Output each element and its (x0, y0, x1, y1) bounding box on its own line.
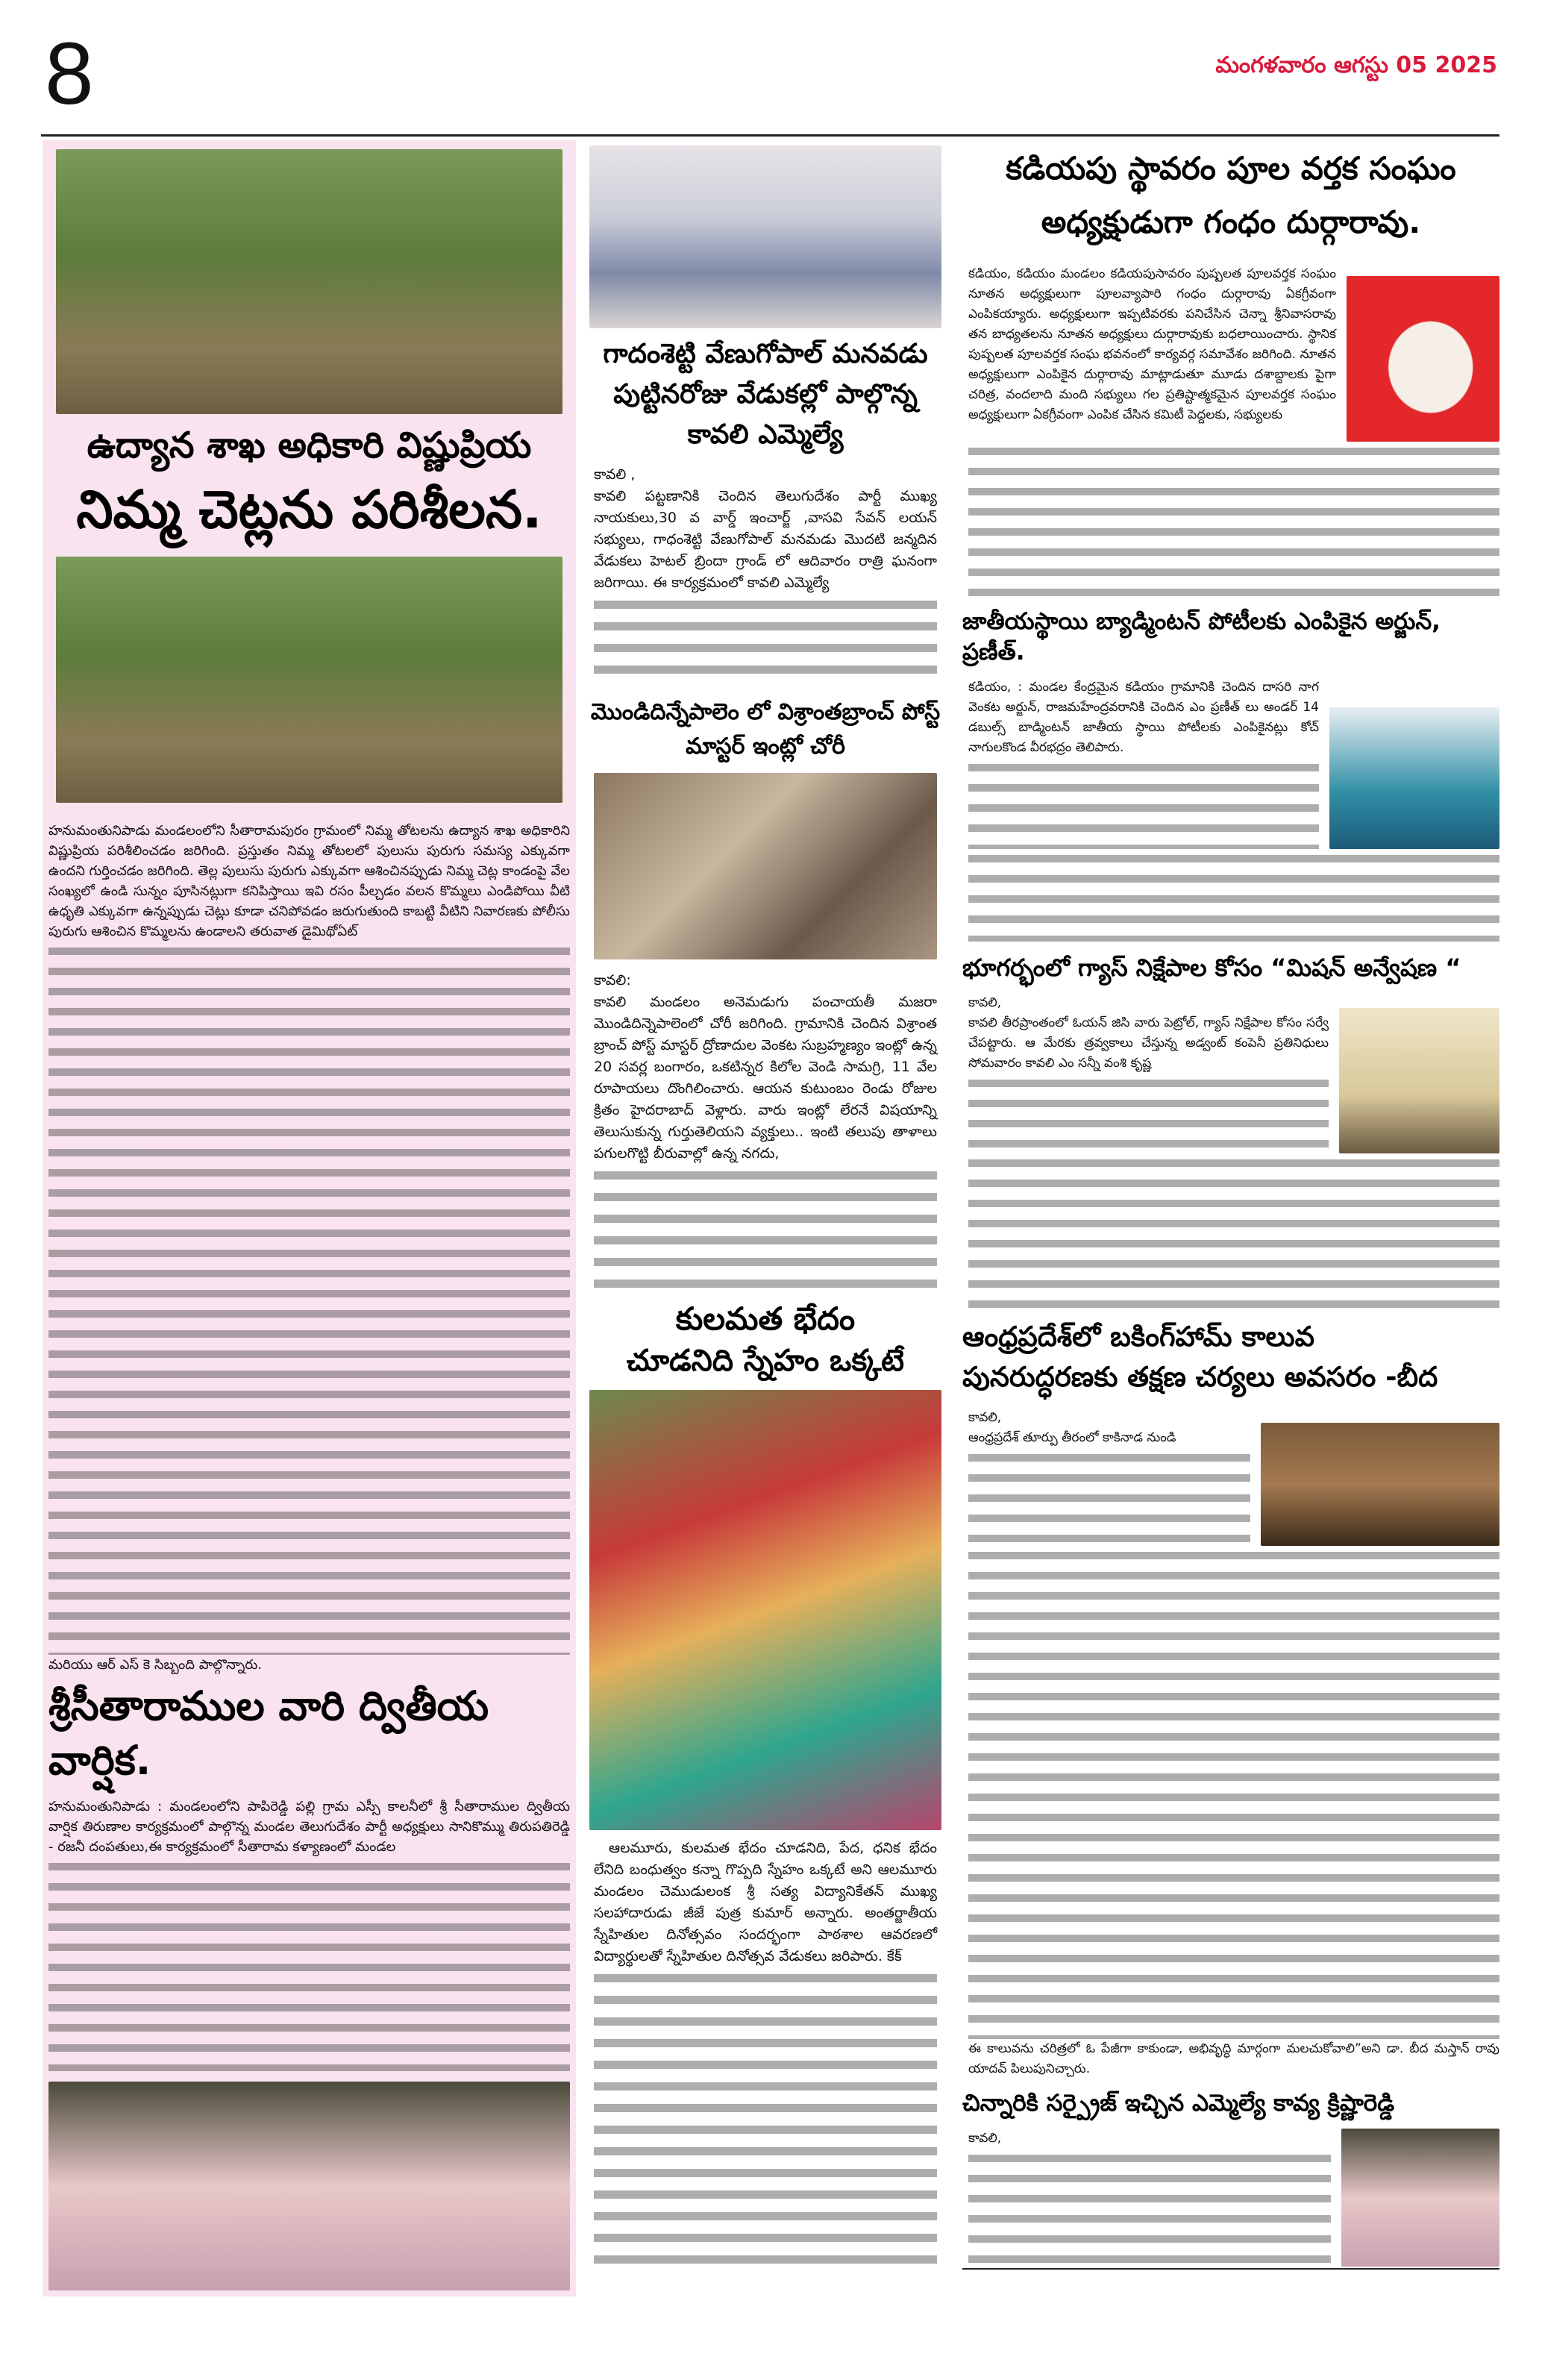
article-body: కడియం, కడియం మండలం కడియపుసావరం పుష్పలత పూలవర్తక సంఘం నూతన అధ్యక్షులుగా పూలవ్యాపారి గంధం దుర్గారావు ఏకగ్రీవంగా ఎంపికయ్యారు. అధ్యక్షులుగా ఇప్పటివరకు పనిచేసిన చెన్నా శ్రీనివాసరావు తన బాధ్యతలను నూతన అధ్యక్షులు దుర్గారావుకు బధలాయించారు. స్థానిక పుష్పలత పూలవర్తక సంఘ భవనంలో కార్యవర్గ సమావేశం జరిగింది. నూతన అధ్యక్షులుగా ఎంపికైన దుర్గారావు మాట్లాడుతూ మూడు దశాబ్దాలకు పైగా చరిత్ర, వందలాది మంది సభ్యులు గల ప్రతిష్టాత్మకమైన పూలవర్తక సంఘం అధ్యక్షులుగా ఏకగ్రీవంగా ఎంపిక చేసిన కమిటీ పెద్దలకు, సభ్యులకు (968, 266, 1336, 422)
column-3-bottom-rule (962, 2268, 1499, 2270)
header-rule (41, 134, 1499, 137)
headline: కులమత భేదం (675, 1300, 856, 1338)
article-body: ఆలమూరు, కులమత భేదం చూడనిది, పేద, ధనిక భేదం లేనిది బంధుత్వం కన్నా గొప్పది స్నేహం ఒక్కటే అని ఆలమూరు మండలం చెముడులంక శ్రీ సత్య విద్యానికేతన్ ముఖ్య సలహాదారుడు జీజే పుత్ర కుమార్ అన్నారు. అంతర్జాతీయ స్నేహితుల దినోత్సవం సందర్భంగా పాఠశాల ఆవరణలో విద్యార్థులతో స్నేహితుల దినోత్సవ వేడుకలు జరిపారు. కేక్ (594, 1839, 937, 1964)
article-body: కావలి తీరప్రాంతంలో ఓయన్ జిసి వారు పెట్రోల్, గ్యాస్ నిక్షేపాల కోసం సర్వే చేపట్టారు. ఆ మేరకు త్రవ్వకాలు చేస్తున్న అడ్వంట్ కంపెనీ ప్రతినిధులు సోమవారం కావలి ఎం సన్నీ వంశి కృష్ణ (968, 1015, 1329, 1071)
column-3 (962, 142, 1499, 2267)
lemon-orchard-photo (56, 149, 562, 414)
article-body-continued (48, 1857, 570, 2071)
headline: చూడనిది స్నేహం ఒక్కటే (626, 1343, 905, 1378)
article-closing: ఈ కాలువను చరిత్రలో ఓ పేజీగా కాకుండా, అభివృద్ధి మార్గంగా మలచుకోవాలి”అని డా. బీద మస్తాన్ రావు యాదవ్ పిలుపునిచ్చారు. (968, 2041, 1499, 2077)
headline: ఉద్యాన శాఖ అధికారి విష్ణుప్రియ (87, 425, 532, 466)
headline: ఆంధ్రప్రదేశ్‌లో బకింగ్‌హామ్ కాలువ (962, 1321, 1314, 1353)
rdo-office-photo (1339, 1008, 1499, 1153)
dateline: కావలి, (968, 995, 1002, 1011)
dateline: కావలి: (594, 971, 631, 989)
article-body-continued (594, 594, 937, 686)
article-body-continued (594, 1165, 937, 1288)
article-body-continued (48, 942, 570, 1654)
article-body: కావలి మండలం అనెమడుగు పంచాయతీ మజరా మొండిదిన్నెపాలెంలో చోరీ జరిగింది. గ్రామానికి చెందిన విశ్రాంత బ్రాంచ్ పోస్ట్ మాస్టర్ ద్రోణాదుల వెంకట సుబ్రహ్మణ్యం ఇంట్లో ఉన్న 20 సవర్ల బంగారం, ఒకటిన్నర కిలోల వెండి సామగ్రి, 11 వేల రూపాయలు దొంగిలించారు. ఆయన కుటుంబం రెండు రోజుల క్రితం హైదరాబాద్ వెళ్లారు. వారు ఇంట్లో లేరనే విషయాన్ని తెలుసుకున్న గుర్తుతెలియని వ్యక్తులు.. ఇంటి తలుపు తాళాలు పగులగొట్టి బీరువాల్లో ఉన్న నగదు, (594, 993, 937, 1162)
headline: శ్రీసీతారాముల వారి ద్వితీయ వార్షిక. (48, 1682, 489, 1784)
friendship-day-photo (589, 1390, 941, 1830)
headline: జాతీయస్థాయి బ్యాడ్మింటన్ పోటీలకు ఎంపికైన అర్జున్, ప్రణీత్. (962, 607, 1441, 666)
article-body: హనుమంతునిపాడు : మండలంలోని పాపిరెడ్డి పల్లి గ్రామ ఎస్సీ కాలనీలో శ్రీ సీతారాముల ద్వితీయ వార్షిక తిరుణాల కార్యక్రమంలో పాల్గొన్న మండల తెలుగుదేశం పార్టీ అధ్యక్షులు సానికొమ్ము తిరుపతిరెడ్డి - రజనీ దంపతులు,ఈ కార్యక్రమంలో సీతారామ కళ్యాణంలో మండల (48, 1799, 570, 1856)
article-body-continued (594, 1967, 937, 2276)
article-body-continued (968, 1546, 1499, 2039)
article-body-continued (968, 1448, 1250, 1546)
mla-with-child-photo (1341, 2129, 1499, 2267)
headline: పునరుద్ధరణకు తక్షణ చర్యలు అవసరం -బీద (962, 1361, 1438, 1394)
article-closing: మరియు ఆర్ ఎస్ కె సిబ్బంది పాల్గొన్నారు. (48, 1656, 262, 1673)
article-body: కావలి పట్టణానికి చెందిన తెలుగుదేశం పార్టీ ముఖ్య నాయకులు,30 వ వార్డ్ ఇంచార్జ్ ,వాసవి సేవన్ లయన్ సభ్యులు, గాధంశెట్టి వేణుగోపాల్ మనమడు మొదటి జన్మదిన వేడుకలు హెటల్ బ్రిందా గ్రాండ్ లో ఆదివారం రాత్రి ఘనంగా జరిగాయి. ఈ కార్యక్రమంలో కావలి ఎమ్మెల్యే (594, 488, 937, 591)
article-body-continued (968, 442, 1499, 596)
headline: కడియపు స్థావరం పూల వర్తక సంఘం (1006, 150, 1456, 187)
article-body-continued (968, 849, 1499, 942)
inspection-photo (56, 557, 562, 803)
dateline: కావలి, (968, 1410, 1002, 1426)
page-number: 8 (45, 25, 94, 123)
article-body-continued (968, 758, 1319, 849)
article-body: కడియం, : మండల కేంద్రమైన కడియం గ్రామానికి చెందిన దాసరి నాగ వెంకట అర్జున్, రాజమహేంద్రవరానికి చెందిన ఎం ప్రణీత్ లు అండర్ 14 డబుల్స్ బాడ్మింటన్ జాతీయ స్థాయి పోటీలకు ఎంపికైనట్లు కోచ్ నాగులకొండ వీరభద్రం తెలిపారు. (968, 680, 1319, 756)
article-body-continued (968, 1153, 1499, 1308)
headline: గాదంశెట్టి వేణుగోపాల్ మనవడు పుట్టినరోజు వేడుకల్లో పాల్గొన్న కావలి ఎమ్మెల్యే (603, 339, 928, 450)
article-body-continued (968, 2149, 1331, 2267)
article-body: హనుమంతునిపాడు మండలంలోని సీతారామపురం గ్రామంలో నిమ్మ తోటలను ఉద్యాన శాఖ అధికారిని విష్ణుప్రియ పరిశీలించడం జరిగింది. ప్రస్తుతం నిమ్మ తోటలలో పులుసు పురుగు సమస్య ఎక్కువగా ఉందని గుర్తించడం జరిగింది. తెల్ల పులుసు పురుగు ఎక్కువగా ఆశించినప్పుడు నిమ్మ చెట్ల కాండంపై వేల సంఖ్యలో ఉండి సున్నం పూసినట్లుగా కనిపిస్తాయి ఇవి రసం పీల్చడం వలన కొమ్మలు ఎండిపోయి వీటి ఉధృతి ఎక్కువగా ఉన్నప్పుడు చెట్లు కూడా చనిపోవడం జరుగుతుంది కాబట్టి వీటిని నివారణకు పోలీసు పురుగు ఆశించిన కొమ్మలను ఉండాలని తరువాత డైమిథోఏట్ (48, 823, 570, 940)
parliament-speech-photo (1261, 1423, 1499, 1546)
burglary-house-photo (594, 773, 937, 959)
headline: చిన్నారికి సర్ప్రైజ్ ఇచ్చిన ఎమ్మెల్యే కావ్య క్రిష్ణారెడ్డి (962, 2090, 1395, 2117)
article-body: ఆంధ్రప్రదేశ్ తూర్పు తీరంలో కాకినాడ నుండి (968, 1430, 1176, 1446)
badminton-players-photo (1329, 707, 1499, 849)
birthday-event-photo (589, 145, 941, 328)
durgarao-portrait (1347, 276, 1499, 442)
issue-date: మంగళవారం ఆగస్టు 05 2025 (1215, 52, 1497, 78)
dateline: కావలి , (594, 466, 636, 483)
column-1-pink-box (43, 140, 576, 2296)
column-2 (589, 145, 941, 2276)
article-body-continued (968, 1074, 1329, 1153)
dateline: కావలి, (968, 2130, 1002, 2146)
headline: నిమ్మ చెట్లను పరిశీలన. (76, 478, 542, 540)
headline: అధ్యక్షుడుగా గంధం దుర్గారావు. (1041, 204, 1421, 240)
headline: మొండిదిన్నేపాలెం లో విశ్రాంతబ్రాంచ్ పోస్ట్ మాస్టర్ ఇంట్లో చోరీ (590, 698, 941, 760)
headline: భూగర్భంలో గ్యాస్ నిక్షేపాల కోసం “మిషన్ అన్వేషణ “ (962, 953, 1461, 983)
kalyanam-photo (48, 2082, 570, 2290)
